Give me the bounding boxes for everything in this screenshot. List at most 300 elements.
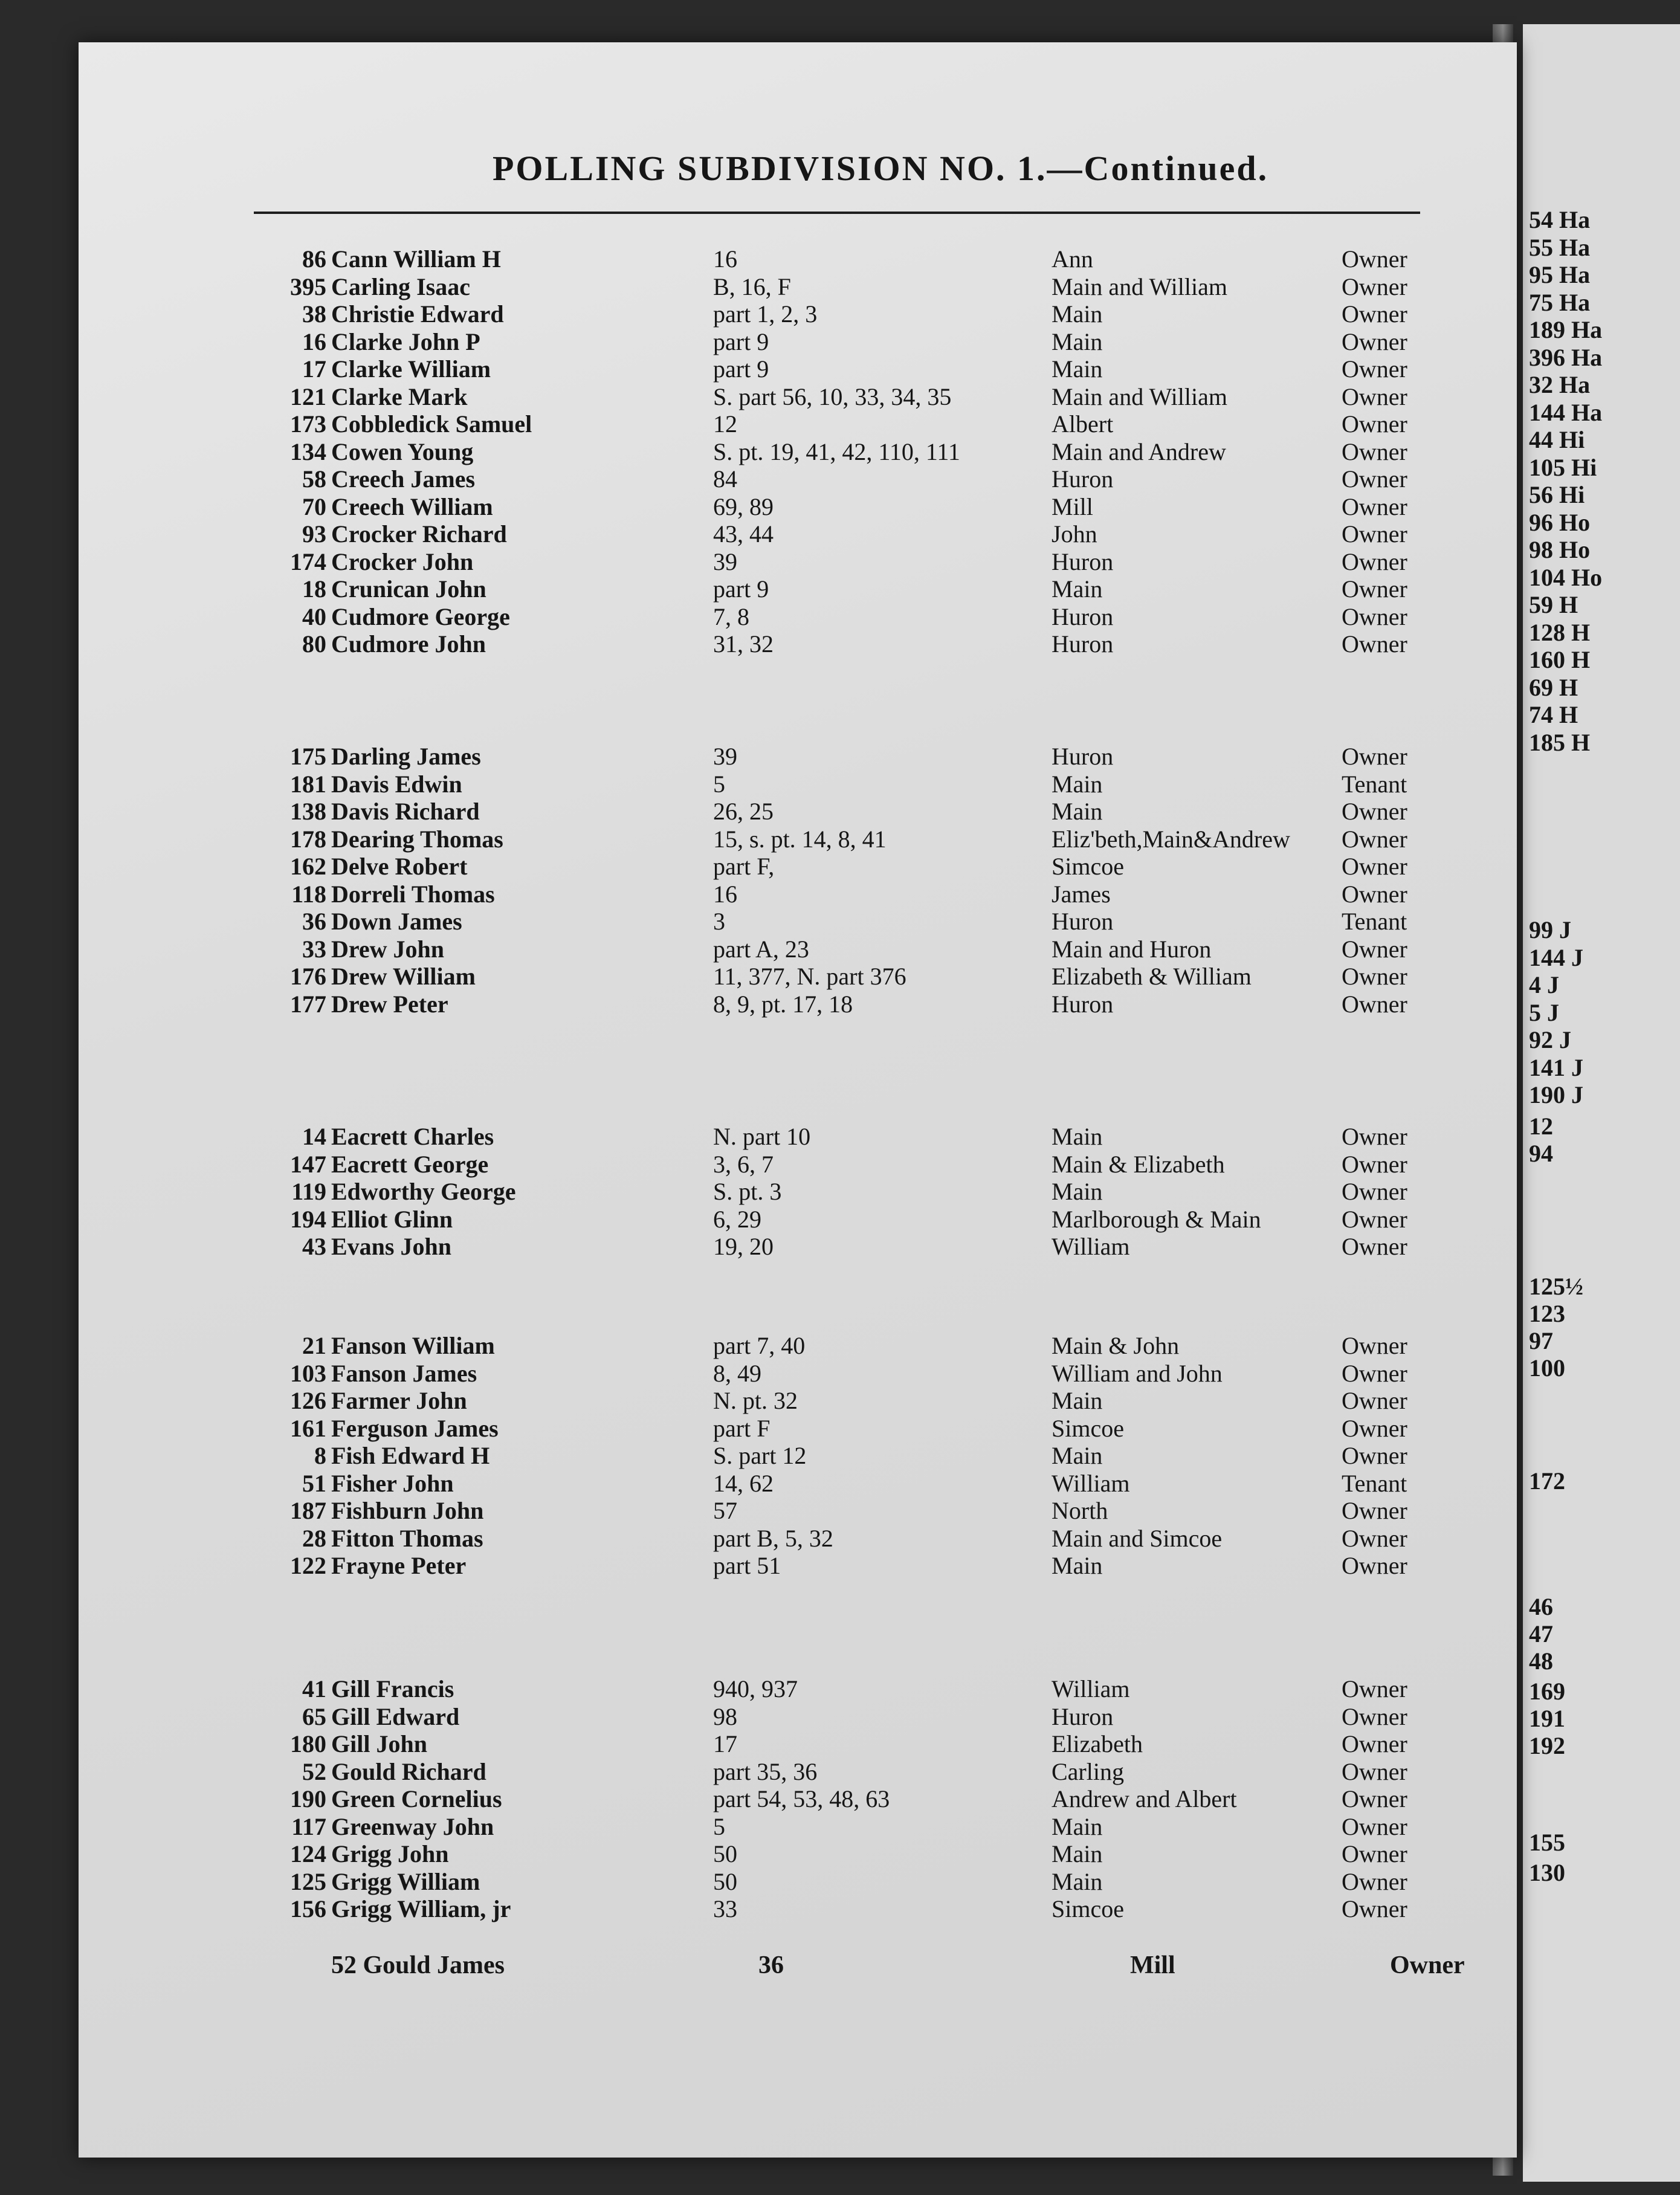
entry-street: William	[1052, 1675, 1130, 1702]
entry-number: 93	[302, 520, 326, 548]
list-item	[0, 742, 1450, 770]
facing-page-entry: 75 Ha	[1529, 288, 1591, 316]
page-title: POLLING SUBDIVISION NO. 1.—Continued.	[493, 149, 1269, 188]
entry-status: Owner	[1342, 575, 1407, 603]
list-item	[0, 797, 1450, 825]
entry-status: Owner	[1342, 1233, 1407, 1260]
entry-number: 118	[291, 880, 326, 908]
facing-page-entry: 123	[1529, 1300, 1565, 1327]
entry-name: Cudmore George	[331, 603, 510, 630]
facing-page-entry: 104 Ho	[1529, 563, 1603, 591]
facing-page-entry: 92 J	[1529, 1026, 1571, 1053]
entry-lot: part 1, 2, 3	[713, 300, 818, 328]
list-item	[0, 548, 1450, 575]
entry-street: Huron	[1052, 908, 1114, 935]
entry-street: Main	[1052, 1387, 1103, 1414]
entry-number: 16	[302, 328, 326, 355]
entry-street: Main	[1052, 1867, 1103, 1895]
facing-page-entry: 100	[1529, 1354, 1565, 1382]
list-item	[0, 1232, 1450, 1260]
entry-status: Owner	[1342, 1359, 1407, 1387]
entry-number: 40	[302, 603, 326, 630]
facing-page-entry: 74 H	[1529, 701, 1578, 728]
facing-page-entry: 46	[1529, 1593, 1553, 1620]
entry-number: 52	[302, 1757, 326, 1785]
entry-status: Owner	[1342, 1442, 1407, 1469]
entry-status: Owner	[1342, 1840, 1407, 1867]
list-item	[0, 1441, 1450, 1469]
entry-name: Ferguson James	[331, 1414, 499, 1442]
entry-name: Fanson James	[331, 1359, 477, 1387]
facing-page-entry: 54 Ha	[1529, 206, 1591, 233]
entry-name: Eacrett Charles	[331, 1123, 494, 1150]
footer-entry-name-text: Gould James	[363, 1951, 505, 1979]
entry-name: Cobbledick Samuel	[331, 410, 532, 438]
entry-number: 126	[290, 1387, 326, 1414]
list-item	[0, 410, 1450, 438]
entry-number: 21	[302, 1332, 326, 1359]
list-item	[0, 1414, 1450, 1442]
list-item	[0, 1386, 1450, 1414]
entry-lot: 39	[713, 548, 737, 575]
entry-lot: S. part 12	[713, 1442, 807, 1469]
entry-status: Owner	[1342, 603, 1407, 630]
facing-page-entry: 55 Ha	[1529, 233, 1591, 261]
facing-page-entry: 4 J	[1529, 971, 1559, 998]
entry-street: Main and Huron	[1052, 935, 1212, 963]
entry-lot: 57	[713, 1497, 737, 1524]
entry-number: 138	[290, 798, 326, 825]
entry-name: Clarke John P	[331, 328, 480, 355]
entry-name: Cowen Young	[331, 438, 474, 465]
entry-number: 180	[290, 1730, 326, 1757]
entry-status: Owner	[1342, 853, 1407, 880]
entry-street: Huron	[1052, 1702, 1114, 1730]
facing-page-entry: 105 Hi	[1529, 453, 1597, 481]
entry-name: Dearing Thomas	[331, 825, 503, 853]
entry-street: Main	[1052, 798, 1103, 825]
entry-number: 28	[302, 1524, 326, 1552]
entry-name: Delve Robert	[331, 853, 468, 880]
entry-lot: 14, 62	[713, 1469, 774, 1497]
list-item	[0, 273, 1450, 300]
entry-lot: 50	[713, 1840, 737, 1867]
entry-lot: N. part 10	[713, 1123, 811, 1150]
entry-street: William and John	[1052, 1359, 1223, 1387]
list-item	[0, 1895, 1450, 1922]
entry-lot: 39	[713, 743, 737, 770]
entry-name: Darling James	[331, 743, 481, 770]
entry-lot: 3, 6, 7	[713, 1150, 774, 1178]
entry-number: 173	[290, 410, 326, 438]
entry-name: Cann William H	[331, 245, 501, 273]
entry-lot: 8, 49	[713, 1359, 761, 1387]
entry-street: Main	[1052, 355, 1103, 383]
list-item	[0, 520, 1450, 548]
list-item	[0, 880, 1450, 908]
entry-lot: 5	[713, 770, 725, 798]
entry-number: 14	[302, 1123, 326, 1150]
entry-street: Main	[1052, 300, 1103, 328]
entry-status: Owner	[1342, 1867, 1407, 1895]
facing-page-entries	[1523, 0, 1680, 2195]
list-item	[0, 383, 1450, 410]
entry-lot: 11, 377, N. part 376	[713, 963, 906, 990]
entry-number: 70	[302, 493, 326, 520]
entry-street: Main	[1052, 1840, 1103, 1867]
facing-page-entry: 97	[1529, 1327, 1553, 1354]
entry-street: Main	[1052, 1812, 1103, 1840]
entry-status: Owner	[1342, 1497, 1407, 1524]
entry-lot: S. part 56, 10, 33, 34, 35	[713, 383, 952, 410]
entry-status: Owner	[1342, 880, 1407, 908]
entry-status: Owner	[1342, 328, 1407, 355]
entry-street: Main and Simcoe	[1052, 1524, 1223, 1552]
entry-lot: 15, s. pt. 14, 8, 41	[713, 825, 887, 853]
facing-page-entry: 172	[1529, 1467, 1565, 1495]
entry-lot: 19, 20	[713, 1233, 774, 1260]
entry-name: Gould Richard	[331, 1757, 486, 1785]
entry-street: Ann	[1052, 245, 1093, 273]
entry-street: William	[1052, 1233, 1130, 1260]
entry-status: Owner	[1342, 410, 1407, 438]
entry-street: Marlborough & Main	[1052, 1205, 1261, 1233]
entry-number: 134	[290, 438, 326, 465]
list-item	[0, 1524, 1450, 1552]
entry-name: Creech William	[331, 493, 493, 520]
entry-status: Owner	[1342, 1332, 1407, 1359]
entry-status: Owner	[1342, 355, 1407, 383]
list-item	[0, 630, 1450, 658]
list-item	[0, 1469, 1450, 1497]
entry-lot: part F,	[713, 853, 775, 880]
entry-lot: 16	[713, 245, 737, 273]
entry-status: Owner	[1342, 1812, 1407, 1840]
facing-page-entry: 125½	[1529, 1273, 1583, 1300]
entry-street: Main and Andrew	[1052, 438, 1226, 465]
list-item	[0, 300, 1450, 328]
entry-name: Davis Richard	[331, 798, 480, 825]
entry-number: 18	[302, 575, 326, 603]
list-item	[0, 825, 1450, 853]
list-item	[0, 355, 1450, 383]
entry-name: Elliot Glinn	[331, 1205, 453, 1233]
entry-street: Simcoe	[1052, 1895, 1124, 1922]
footer-entry-street: Mill	[1130, 1951, 1175, 1979]
entry-number: 161	[290, 1414, 326, 1442]
facing-page-entry: 155	[1529, 1829, 1565, 1856]
entry-street: Main & Elizabeth	[1052, 1150, 1225, 1178]
entry-lot: part B, 5, 32	[713, 1524, 833, 1552]
entry-status: Owner	[1342, 273, 1407, 300]
facing-page-entry: 98 Ho	[1529, 536, 1591, 563]
list-item	[0, 1177, 1450, 1205]
list-item	[0, 1359, 1450, 1387]
entry-name: Frayne Peter	[331, 1552, 467, 1579]
entry-name: Crocker Richard	[331, 520, 507, 548]
entry-lot: part 9	[713, 575, 769, 603]
entry-street: Huron	[1052, 990, 1114, 1018]
entry-lot: 98	[713, 1702, 737, 1730]
facing-page-entry: 59 H	[1529, 591, 1578, 618]
entry-name: Drew John	[331, 935, 445, 963]
entry-lot: B, 16, F	[713, 273, 791, 300]
entry-street: Elizabeth & William	[1052, 963, 1252, 990]
facing-page-entry: 69 H	[1529, 673, 1578, 701]
entry-status: Owner	[1342, 935, 1407, 963]
entry-name: Fitton Thomas	[331, 1524, 483, 1552]
list-item	[0, 1840, 1450, 1867]
entry-status: Owner	[1342, 1702, 1407, 1730]
entry-lot: S. pt. 3	[713, 1178, 782, 1205]
entry-number: 178	[290, 825, 326, 853]
entry-number: 190	[290, 1785, 326, 1812]
entry-status: Owner	[1342, 383, 1407, 410]
entry-number: 51	[302, 1469, 326, 1497]
entry-name: Drew William	[331, 963, 476, 990]
entry-lot: 12	[713, 410, 737, 438]
entry-status: Owner	[1342, 825, 1407, 853]
facing-page-entry: 192	[1529, 1732, 1565, 1759]
entry-status: Owner	[1342, 743, 1407, 770]
facing-page-entry: 191	[1529, 1705, 1565, 1732]
list-item	[0, 1150, 1450, 1178]
entry-name: Dorreli Thomas	[331, 880, 495, 908]
entry-street: Huron	[1052, 630, 1114, 658]
entry-number: 174	[290, 548, 326, 575]
entry-status: Owner	[1342, 493, 1407, 520]
entry-status: Owner	[1342, 1785, 1407, 1812]
entry-street: Albert	[1052, 410, 1114, 438]
entry-name: Fish Edward H	[331, 1442, 490, 1469]
list-item	[0, 575, 1450, 603]
entry-status: Owner	[1342, 1123, 1407, 1150]
entry-number: 156	[290, 1895, 326, 1922]
entry-lot: 16	[713, 880, 737, 908]
entry-number: 117	[291, 1812, 326, 1840]
entry-street: Main and William	[1052, 273, 1227, 300]
list-item	[0, 493, 1450, 520]
entry-status: Owner	[1342, 630, 1407, 658]
entry-street: Simcoe	[1052, 853, 1124, 880]
facing-page-entry: 48	[1529, 1647, 1553, 1675]
entry-status: Owner	[1342, 465, 1407, 493]
facing-page-entry: 396 Ha	[1529, 343, 1603, 371]
entry-status: Owner	[1342, 520, 1407, 548]
entry-number: 103	[290, 1359, 326, 1387]
list-item	[0, 1730, 1450, 1757]
entry-lot: part 54, 53, 48, 63	[713, 1785, 890, 1812]
entry-lot: 33	[713, 1895, 737, 1922]
facing-page-entry: 99 J	[1529, 916, 1571, 943]
entry-number: 194	[290, 1205, 326, 1233]
entry-street: Carling	[1052, 1757, 1124, 1785]
entry-lot: 940, 937	[713, 1675, 798, 1702]
facing-page-entry: 56 Hi	[1529, 481, 1585, 508]
list-item	[0, 245, 1450, 273]
entry-name: Carling Isaac	[331, 273, 470, 300]
list-item	[0, 438, 1450, 465]
facing-page-entry: 5 J	[1529, 998, 1559, 1026]
entry-number: 162	[290, 853, 326, 880]
entry-name: Drew Peter	[331, 990, 448, 1018]
entry-status: Owner	[1342, 963, 1407, 990]
entry-status: Owner	[1342, 1178, 1407, 1205]
entry-number: 181	[290, 770, 326, 798]
entry-lot: part 9	[713, 328, 769, 355]
facing-page-entry: 32 Ha	[1529, 371, 1591, 398]
entry-status: Owner	[1342, 300, 1407, 328]
entry-number: 8	[314, 1442, 326, 1469]
entry-number: 65	[302, 1702, 326, 1730]
entry-status: Owner	[1342, 1757, 1407, 1785]
facing-page-entry: 189 Ha	[1529, 316, 1603, 343]
list-item	[0, 465, 1450, 493]
facing-page-entry: 12	[1529, 1113, 1553, 1140]
list-item	[0, 852, 1450, 880]
entry-name: Eacrett George	[331, 1150, 489, 1178]
entry-street: Elizabeth	[1052, 1730, 1143, 1757]
entry-number: 41	[302, 1675, 326, 1702]
list-item	[0, 603, 1450, 630]
entry-status: Owner	[1342, 990, 1407, 1018]
entry-lot: 17	[713, 1730, 737, 1757]
entry-number: 86	[302, 245, 326, 273]
facing-page-entry: 169	[1529, 1678, 1565, 1705]
entry-street: Andrew and Albert	[1052, 1785, 1237, 1812]
entry-number: 395	[290, 273, 326, 300]
facing-page-entry: 185 H	[1529, 728, 1591, 756]
list-item	[0, 962, 1450, 990]
list-item	[0, 990, 1450, 1018]
entry-street: Main	[1052, 575, 1103, 603]
facing-page-entry: 128 H	[1529, 618, 1591, 646]
entry-name: Gill Edward	[331, 1702, 460, 1730]
entry-status: Owner	[1342, 1675, 1407, 1702]
entry-number: 43	[302, 1233, 326, 1260]
entry-street: William	[1052, 1469, 1130, 1497]
list-item	[0, 1551, 1450, 1579]
entry-lot: S. pt. 19, 41, 42, 110, 111	[713, 438, 960, 465]
footer-entry-status: Owner	[1390, 1951, 1465, 1979]
facing-page-entry: 94	[1529, 1140, 1553, 1167]
entry-number: 125	[290, 1867, 326, 1895]
entry-lot: 7, 8	[713, 603, 749, 630]
entry-lot: 69, 89	[713, 493, 774, 520]
entry-number: 121	[290, 383, 326, 410]
entry-number: 17	[302, 355, 326, 383]
page-number: 36	[758, 1951, 784, 1979]
list-item	[0, 1812, 1450, 1840]
entry-status: Owner	[1342, 1150, 1407, 1178]
facing-page-entry: 96 Ho	[1529, 508, 1591, 536]
footer-entry-number: 52	[331, 1951, 357, 1979]
facing-page-entry: 95 Ha	[1529, 261, 1591, 288]
entry-number: 80	[302, 630, 326, 658]
entry-name: Edworthy George	[331, 1178, 516, 1205]
entry-lot: 43, 44	[713, 520, 774, 548]
entry-status: Owner	[1342, 798, 1407, 825]
entry-street: Main	[1052, 1552, 1103, 1579]
facing-page-entry: 44 Hi	[1529, 426, 1585, 453]
entry-street: Huron	[1052, 548, 1114, 575]
entry-lot: part 51	[713, 1552, 781, 1579]
entry-lot: 5	[713, 1812, 725, 1840]
title-rule	[254, 212, 1420, 214]
entry-street: Main	[1052, 328, 1103, 355]
entry-street: Simcoe	[1052, 1414, 1124, 1442]
facing-page-entry: 130	[1529, 1859, 1565, 1886]
entry-name: Gill Francis	[331, 1675, 454, 1702]
entry-number: 119	[291, 1178, 326, 1205]
entry-name: Grigg John	[331, 1840, 449, 1867]
entry-number: 36	[302, 908, 326, 935]
entry-number: 187	[290, 1497, 326, 1524]
entry-street: Huron	[1052, 603, 1114, 630]
entry-lot: part 35, 36	[713, 1757, 818, 1785]
entry-street: Mill	[1052, 493, 1093, 520]
entry-name: Farmer John	[331, 1387, 467, 1414]
entry-street: Huron	[1052, 743, 1114, 770]
entry-name: Cudmore John	[331, 630, 486, 658]
list-item	[0, 770, 1450, 798]
entry-street: Main	[1052, 1178, 1103, 1205]
entry-name: Green Cornelius	[331, 1785, 502, 1812]
entry-lot: 50	[713, 1867, 737, 1895]
entry-status: Owner	[1342, 1730, 1407, 1757]
facing-page-entry: 144 J	[1529, 943, 1583, 971]
entry-lot: part A, 23	[713, 935, 809, 963]
entry-lot: N. pt. 32	[713, 1387, 798, 1414]
list-item	[0, 1331, 1450, 1359]
footer-entry-name	[331, 1951, 505, 1980]
entry-status: Owner	[1342, 1414, 1407, 1442]
facing-page-entry: 47	[1529, 1620, 1553, 1647]
entry-status: Tenant	[1342, 908, 1407, 935]
facing-page-entry: 141 J	[1529, 1053, 1583, 1081]
entry-street: Huron	[1052, 465, 1114, 493]
entry-lot: part 7, 40	[713, 1332, 806, 1359]
list-item	[0, 1867, 1450, 1895]
facing-page-entry: 144 Ha	[1529, 398, 1603, 426]
entry-street: John	[1052, 520, 1097, 548]
entry-status: Owner	[1342, 438, 1407, 465]
entry-number: 124	[290, 1840, 326, 1867]
entry-number: 58	[302, 465, 326, 493]
entry-name: Grigg William	[331, 1867, 480, 1895]
entry-status: Owner	[1342, 1205, 1407, 1233]
entry-name: Crocker John	[331, 548, 474, 575]
entry-name: Clarke William	[331, 355, 491, 383]
entry-lot: part F	[713, 1414, 771, 1442]
entry-name: Christie Edward	[331, 300, 504, 328]
entry-street: James	[1052, 880, 1111, 908]
entry-lot: 3	[713, 908, 725, 935]
entry-lot: 84	[713, 465, 737, 493]
entry-number: 38	[302, 300, 326, 328]
entry-number: 147	[290, 1150, 326, 1178]
list-item	[0, 1205, 1450, 1233]
entry-street: Main & John	[1052, 1332, 1180, 1359]
entry-status: Tenant	[1342, 1469, 1407, 1497]
entry-status: Owner	[1342, 548, 1407, 575]
list-item	[0, 1496, 1450, 1524]
entry-street: North	[1052, 1497, 1108, 1524]
entry-status: Tenant	[1342, 770, 1407, 798]
entry-name: Gill John	[331, 1730, 427, 1757]
entry-number: 177	[290, 990, 326, 1018]
entry-name: Fanson William	[331, 1332, 495, 1359]
